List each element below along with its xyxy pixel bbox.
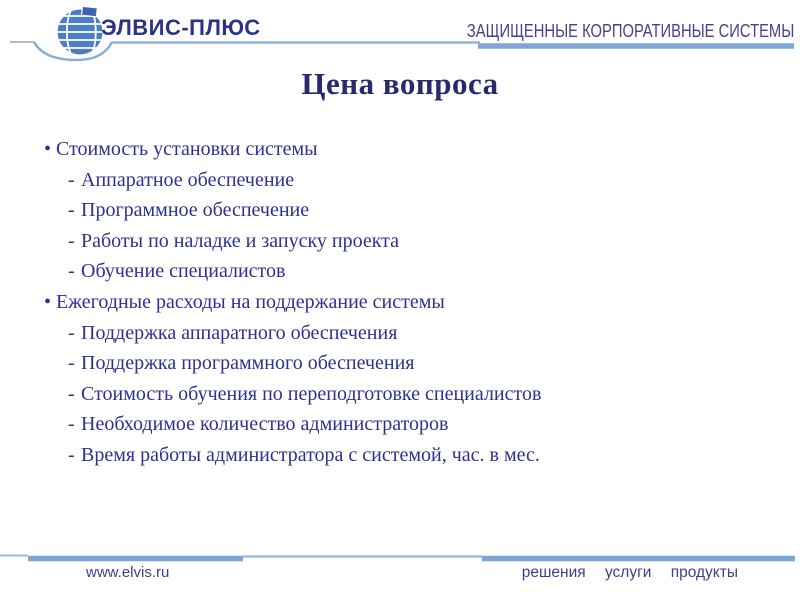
dash-marker: - (68, 352, 75, 375)
bullet-text: Необходимое количество администраторов (81, 413, 449, 436)
globe-icon (55, 6, 105, 57)
bullet-text: Поддержка программного обеспечения (81, 352, 415, 375)
logo-text: ЭЛВИС-ПЛЮС (101, 15, 261, 40)
dash-marker: - (68, 321, 75, 344)
bullet-marker: • (44, 290, 52, 313)
dash-marker: - (68, 382, 75, 405)
bullet-text: Стоимость установки системы (56, 138, 318, 160)
footer-link-solutions: решения (521, 564, 586, 581)
dash-marker: - (68, 199, 75, 222)
dash-marker: - (68, 229, 75, 252)
bullet-item (0, 134, 800, 165)
sub-bullet-item (0, 348, 800, 379)
bullet-text: Работы по наладке и запуску проекта (81, 229, 400, 252)
dash-marker: - (68, 413, 75, 436)
bullet-marker: • (44, 138, 52, 160)
sub-bullet-item (0, 226, 800, 257)
footer-link-services: услуги (604, 564, 652, 581)
footer-links (522, 564, 738, 582)
bullet-text: Аппаратное обеспечение (81, 168, 295, 191)
bullet-text: Стоимость обучения по переподготовке специалистов (81, 382, 542, 405)
bullet-text: Время работы администратора с системой, час. в мес. (81, 443, 540, 466)
bullet-text: Программное обеспечение (81, 199, 310, 222)
sub-bullet-item (0, 318, 800, 349)
footer-link-products: продукты (670, 564, 738, 581)
page-title: Цена вопроса (301, 66, 499, 101)
sub-bullet-item (0, 409, 800, 440)
dash-marker: - (68, 443, 75, 466)
bullet-text: Обучение специалистов (81, 260, 286, 283)
dash-marker: - (68, 168, 75, 191)
sub-bullet-item (0, 165, 800, 196)
dash-marker: - (68, 260, 75, 283)
sub-bullet-item (0, 440, 800, 471)
sub-bullet-item (0, 256, 800, 287)
bullet-text: Ежегодные расходы на поддержание системы (56, 290, 445, 313)
sub-bullet-item (0, 379, 800, 410)
bullet-text: Поддержка аппаратного обеспечения (81, 321, 398, 344)
sub-bullet-item (0, 195, 800, 226)
header-tagline: ЗАЩИЩЕННЫЕ КОРПОРАТИВНЫЕ СИСТЕМЫ (466, 21, 794, 41)
bullet-list (0, 134, 800, 471)
site-url: www.elvis.ru (86, 564, 170, 581)
bullet-item (0, 287, 800, 318)
